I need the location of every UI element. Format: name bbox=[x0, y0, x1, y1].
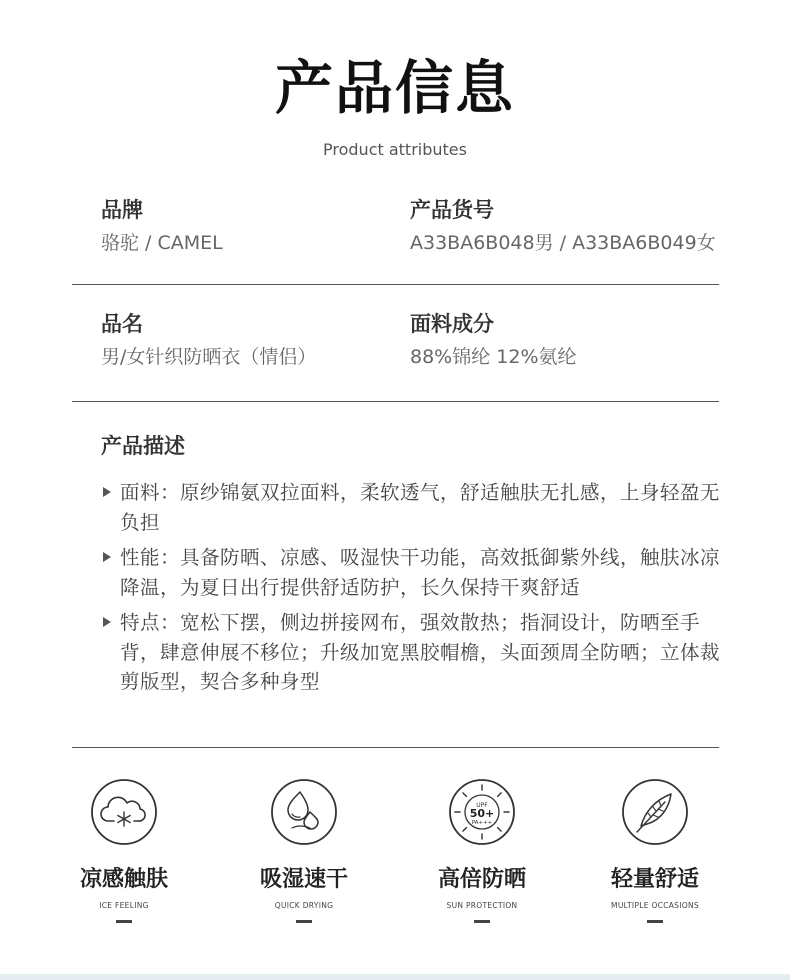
attr-fabric-value: 88%锦纶 12%氨纶 bbox=[410, 346, 577, 368]
triangle-bullet-icon bbox=[103, 552, 111, 562]
attr-item-number-label: 产品货号 bbox=[410, 198, 494, 222]
feature-lightweight bbox=[560, 778, 750, 923]
attr-product-name bbox=[101, 310, 316, 370]
upf-badge-top: UPF bbox=[476, 802, 488, 809]
feature-name: 吸湿速干 bbox=[259, 867, 348, 892]
description-title: 产品描述 bbox=[101, 434, 185, 458]
list-item bbox=[101, 608, 721, 697]
divider bbox=[296, 920, 312, 923]
upf-badge-value: 50+ bbox=[469, 807, 495, 820]
divider bbox=[72, 747, 719, 748]
sun-upf-icon bbox=[448, 778, 516, 846]
feature-caption: MULTIPLE OCCASIONS bbox=[611, 901, 699, 910]
attr-product-name-value: 男/女针织防晒衣（情侣） bbox=[101, 346, 317, 368]
attr-product-name-label: 品名 bbox=[101, 312, 143, 336]
feature-name: 凉感触肤 bbox=[79, 867, 168, 892]
description-text: 特点：宽松下摆，侧边拼接网布，强效散热；指洞设计，防晒至手背，肆意伸展不移位；升级加宽黑胶帽檐，头面颈周全防晒；立体裁剪版型，契合多种身型 bbox=[120, 611, 721, 693]
page-title: 产品信息 bbox=[274, 54, 515, 122]
attr-item-number-value: A33BA6B048男 / A33BA6B049女 bbox=[410, 232, 716, 254]
attr-fabric-label: 面料成分 bbox=[410, 312, 494, 336]
list-item bbox=[101, 543, 721, 602]
attr-brand bbox=[101, 196, 223, 256]
description-text: 性能：具备防晒、凉感、吸湿快干功能，高效抵御紫外线，触肤冰凉降温，为夏日出行提供舒适防护，长久保持干爽舒适 bbox=[120, 546, 721, 599]
feature-caption: SUN PROTECTION bbox=[446, 901, 518, 910]
description-text: 面料：原纱锦氨双拉面料，柔软透气，舒适触肤无扎感，上身轻盈无负担 bbox=[120, 481, 721, 534]
page-subtitle: Product attributes bbox=[323, 140, 467, 159]
attr-item-number bbox=[410, 196, 716, 256]
divider bbox=[474, 920, 490, 923]
water-drops-icon bbox=[270, 778, 338, 846]
feature-caption: QUICK DRYING bbox=[274, 901, 334, 910]
bottom-strip bbox=[0, 974, 790, 980]
divider bbox=[647, 920, 663, 923]
list-item bbox=[101, 478, 721, 537]
upf-badge-rating: PA+++ bbox=[471, 820, 493, 826]
feature-sun-protection bbox=[387, 778, 577, 923]
feature-caption: ICE FEELING bbox=[99, 901, 149, 910]
feather-icon bbox=[621, 778, 689, 846]
attr-brand-value: 骆驼 / CAMEL bbox=[101, 232, 223, 254]
description-list bbox=[101, 478, 721, 703]
feature-name: 轻量舒适 bbox=[610, 867, 699, 892]
triangle-bullet-icon bbox=[103, 617, 111, 627]
feature-name: 高倍防晒 bbox=[437, 867, 526, 892]
attr-brand-label: 品牌 bbox=[101, 198, 143, 222]
divider bbox=[72, 284, 719, 285]
feature-quick-drying bbox=[209, 778, 399, 923]
cloud-snowflake-icon bbox=[90, 778, 158, 846]
divider bbox=[72, 401, 719, 402]
feature-ice-feeling bbox=[29, 778, 219, 923]
triangle-bullet-icon bbox=[103, 487, 111, 497]
divider bbox=[116, 920, 132, 923]
attr-fabric bbox=[410, 310, 577, 370]
